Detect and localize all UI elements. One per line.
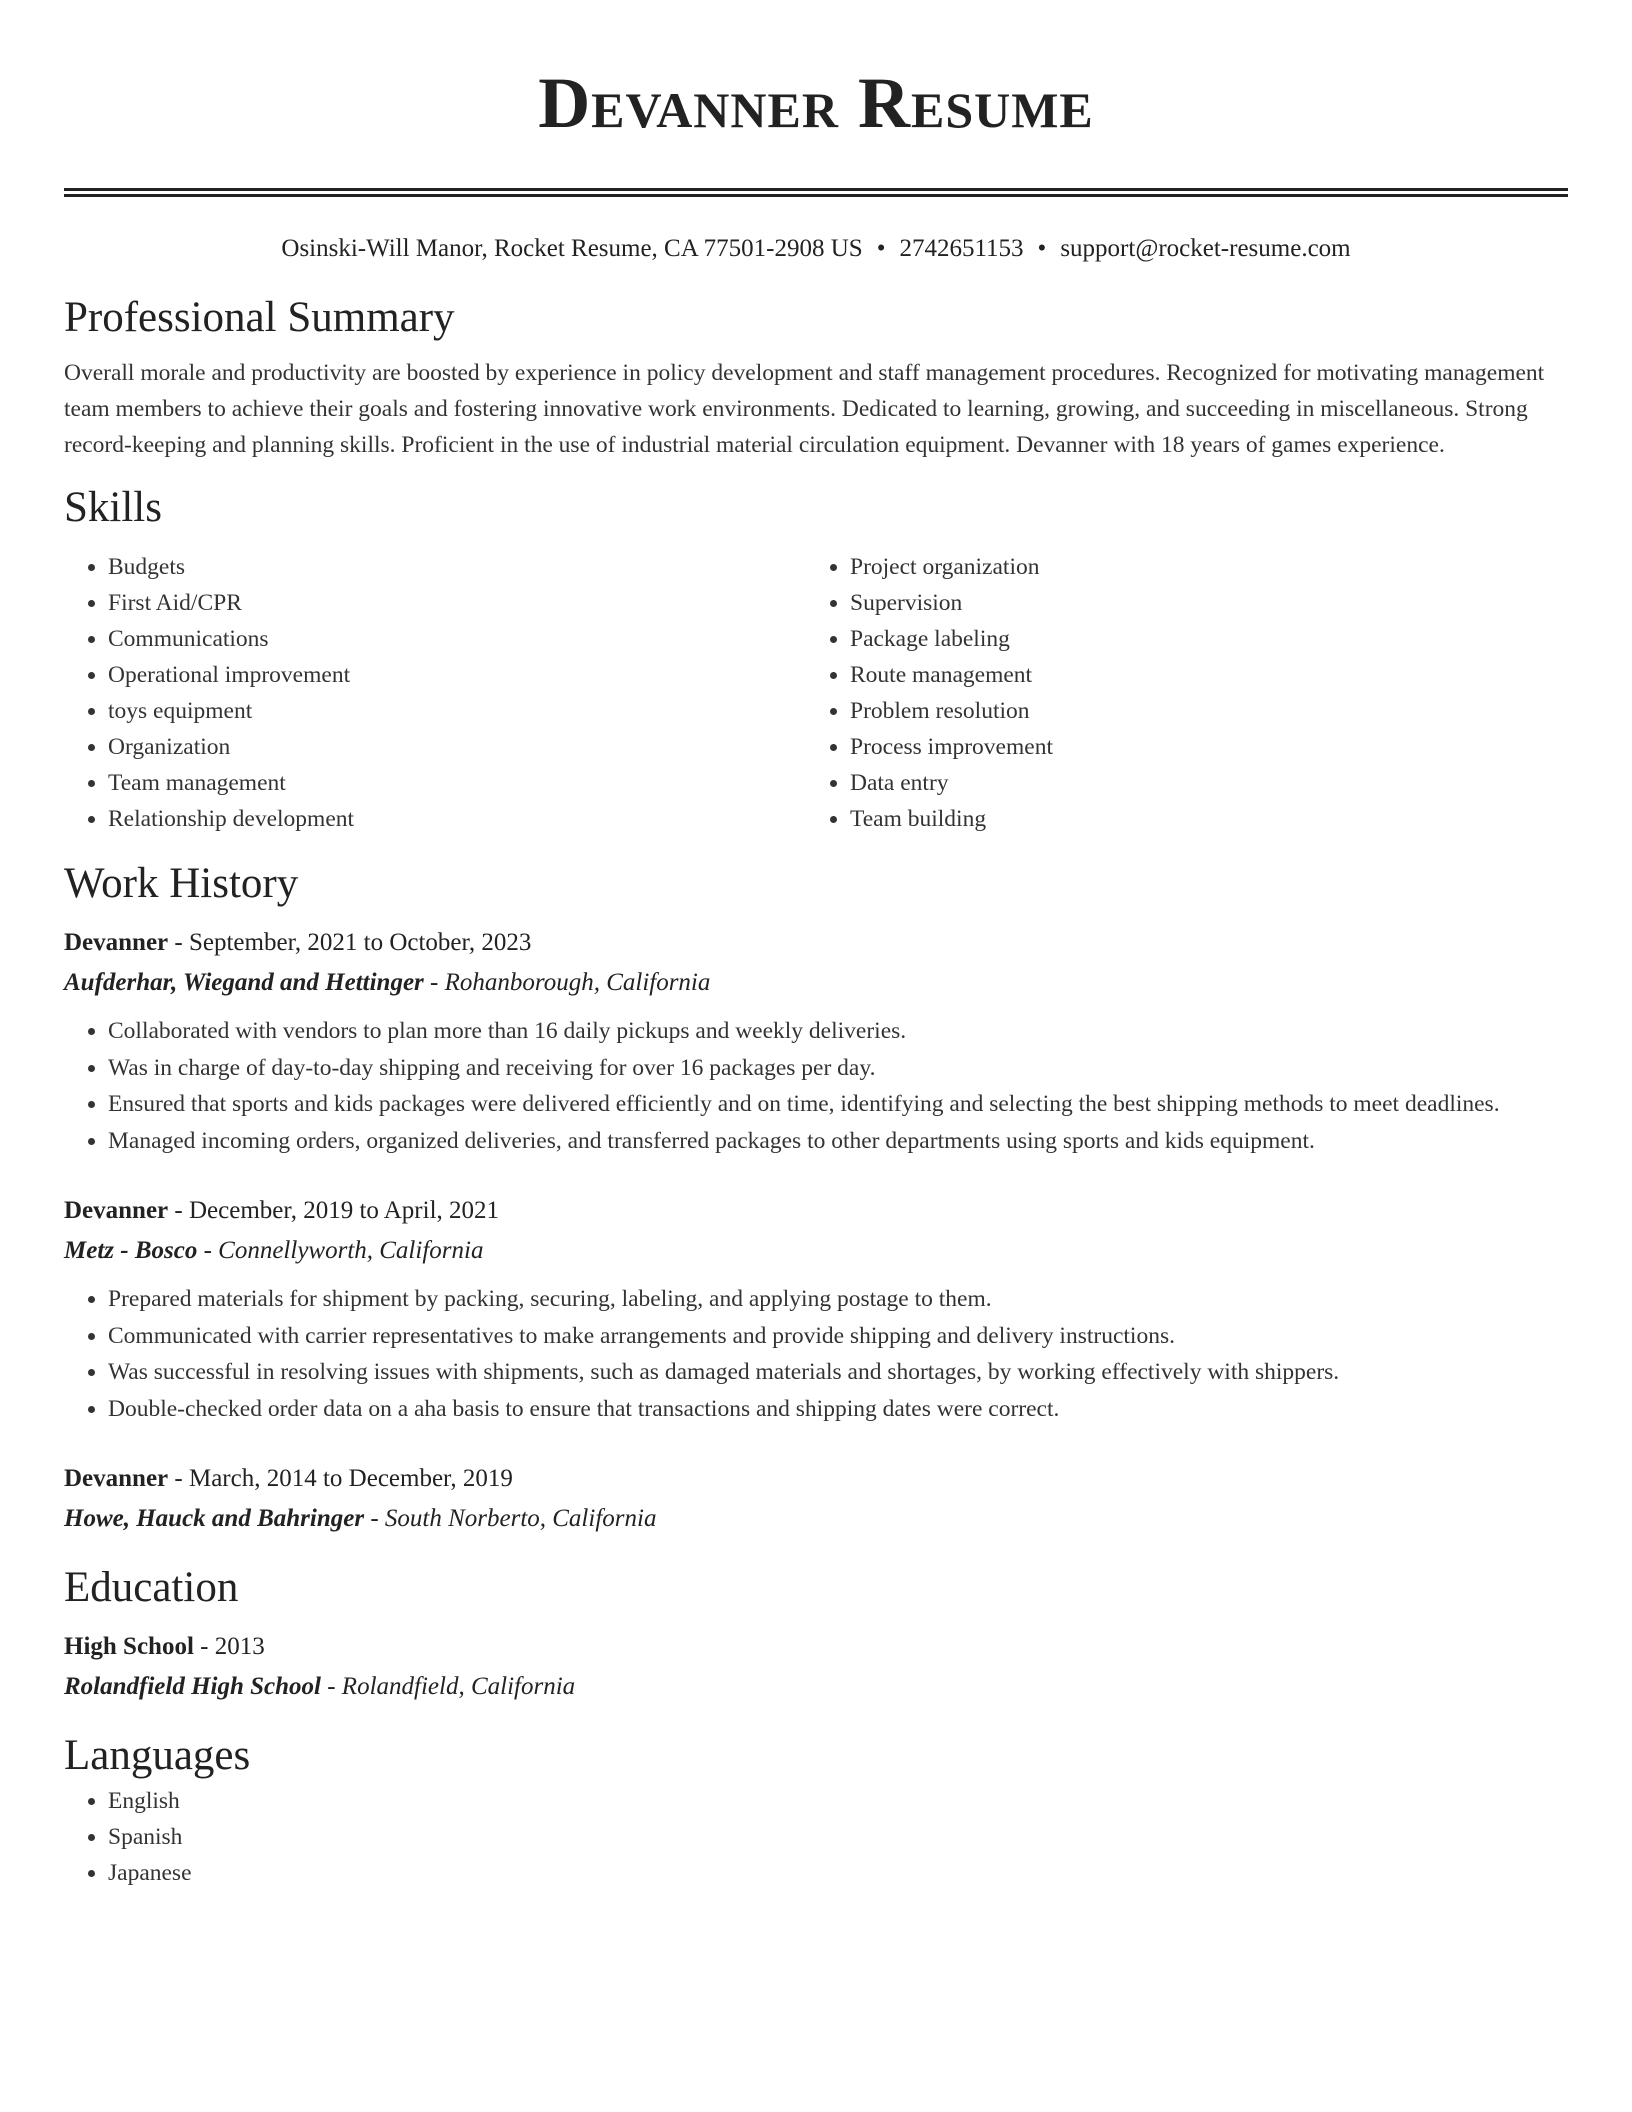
job-location: - Connellyworth, California [197,1237,484,1264]
education-degree: High School [64,1633,194,1660]
job-bullets [64,1013,1568,1159]
job-bullet: • Managed incoming orders, organized deliveries, and transferred packages to other departments using sports and kids equipment. [108,1123,1568,1160]
skill-item: • First Aid/CPR [108,585,806,621]
summary-text: Overall morale and productivity are boosted by experience in policy development and staff management procedures. Recognized for motivating management team members to achieve their goals and fostering innovative work environments. Dedicated to learning, growing, and succeeding in miscellaneous. Strong record-keeping and planning skills. Proficient in the use of industrial material circulation equipment. Devanner with 18 years of games experience. [64,360,1545,458]
contact-line [64,233,1568,265]
section-title-education: Education [64,1564,239,1611]
job-bullet: • Communicated with carrier representatives to make arrangements and provide shipping and delivery instructions. [108,1318,1568,1355]
skill-item: • Operational improvement [108,657,806,693]
education-school-line [64,1667,1568,1707]
job-dates: - March, 2014 to December, 2019 [168,1465,513,1492]
job-bullet: • Double-checked order data on a aha basis to ensure that transactions and shipping dates were correct. [108,1391,1568,1428]
skill-item: • Route management [850,657,1548,693]
job-entry [64,1459,1568,1539]
job-title-line [64,1191,1568,1231]
header-double-rule [64,188,1568,197]
job-company-line [64,1231,1568,1271]
skill-item: • Problem resolution [850,693,1548,729]
job-bullet: • Prepared materials for shipment by packing, securing, labeling, and applying postage to them. [108,1281,1568,1318]
skill-item: • Data entry [850,765,1548,801]
job-bullet: • Was successful in resolving issues with shipments, such as damaged materials and shortages, by working effectively with shippers. [108,1354,1568,1391]
skill-item: • Communications [108,621,806,657]
job-company-line [64,963,1568,1003]
job-entry [64,1191,1568,1427]
skill-item: • toys equipment [108,693,806,729]
job-entry [64,923,1568,1159]
job-company-line [64,1499,1568,1539]
language-item: • English [108,1783,1568,1819]
skill-item: • Team building [850,801,1548,837]
contact-separator: • [876,235,886,262]
section-title-languages: Languages [64,1732,251,1779]
languages-list [64,1783,1568,1891]
section-title-skills: Skills [64,484,162,531]
section-title-work-history: Work History [64,860,299,907]
contact-address: Osinski-Will Manor, Rocket Resume, CA 77501-2908 US [281,235,863,262]
job-bullet: • Collaborated with vendors to plan more than 16 daily pickups and weekly deliveries. [108,1013,1568,1050]
job-bullets [64,1281,1568,1427]
education-location: - Rolandfield, California [320,1673,576,1700]
job-dates: - September, 2021 to October, 2023 [168,929,532,956]
job-company: Howe, Hauck and Bahringer [64,1505,365,1532]
contact-phone: 2742651153 [899,235,1024,262]
skill-item: • Package labeling [850,621,1548,657]
language-item: • Japanese [108,1855,1568,1891]
education-entry [64,1627,1568,1707]
job-title-line [64,923,1568,963]
education-school: Rolandfield High School [64,1673,321,1700]
job-company: Metz - Bosco [64,1237,198,1264]
skill-item: • Supervision [850,585,1548,621]
contact-email: support@rocket-resume.com [1060,235,1351,262]
job-bullet: • Ensured that sports and kids packages were delivered efficiently and on time, identifying and selecting the best shipping methods to meet deadlines. [108,1086,1568,1123]
job-dates: - December, 2019 to April, 2021 [168,1197,500,1224]
job-bullet: • Was in charge of day-to-day shipping and receiving for over 16 packages per day. [108,1050,1568,1087]
job-role: Devanner [64,1197,169,1224]
skill-item: • Team management [108,765,806,801]
skills-column-right [806,549,1548,837]
job-role: Devanner [64,929,169,956]
resume-name: Devanner Resume [538,63,1094,143]
job-company: Aufderhar, Wiegand and Hettinger [64,969,424,996]
contact-separator: • [1037,235,1047,262]
skill-item: • Project organization [850,549,1548,585]
skills-column-left [64,549,806,837]
skill-item: • Organization [108,729,806,765]
skill-item: • Budgets [108,549,806,585]
skill-item: • Relationship development [108,801,806,837]
job-title-line [64,1459,1568,1499]
education-year: - 2013 [193,1633,265,1660]
skills-grid [64,549,1568,837]
section-title-summary: Professional Summary [64,294,455,341]
skill-item: • Process improvement [850,729,1548,765]
job-location: - South Norberto, California [364,1505,657,1532]
job-role: Devanner [64,1465,169,1492]
language-item: • Spanish [108,1819,1568,1855]
education-degree-line [64,1627,1568,1667]
job-location: - Rohanborough, California [423,969,711,996]
